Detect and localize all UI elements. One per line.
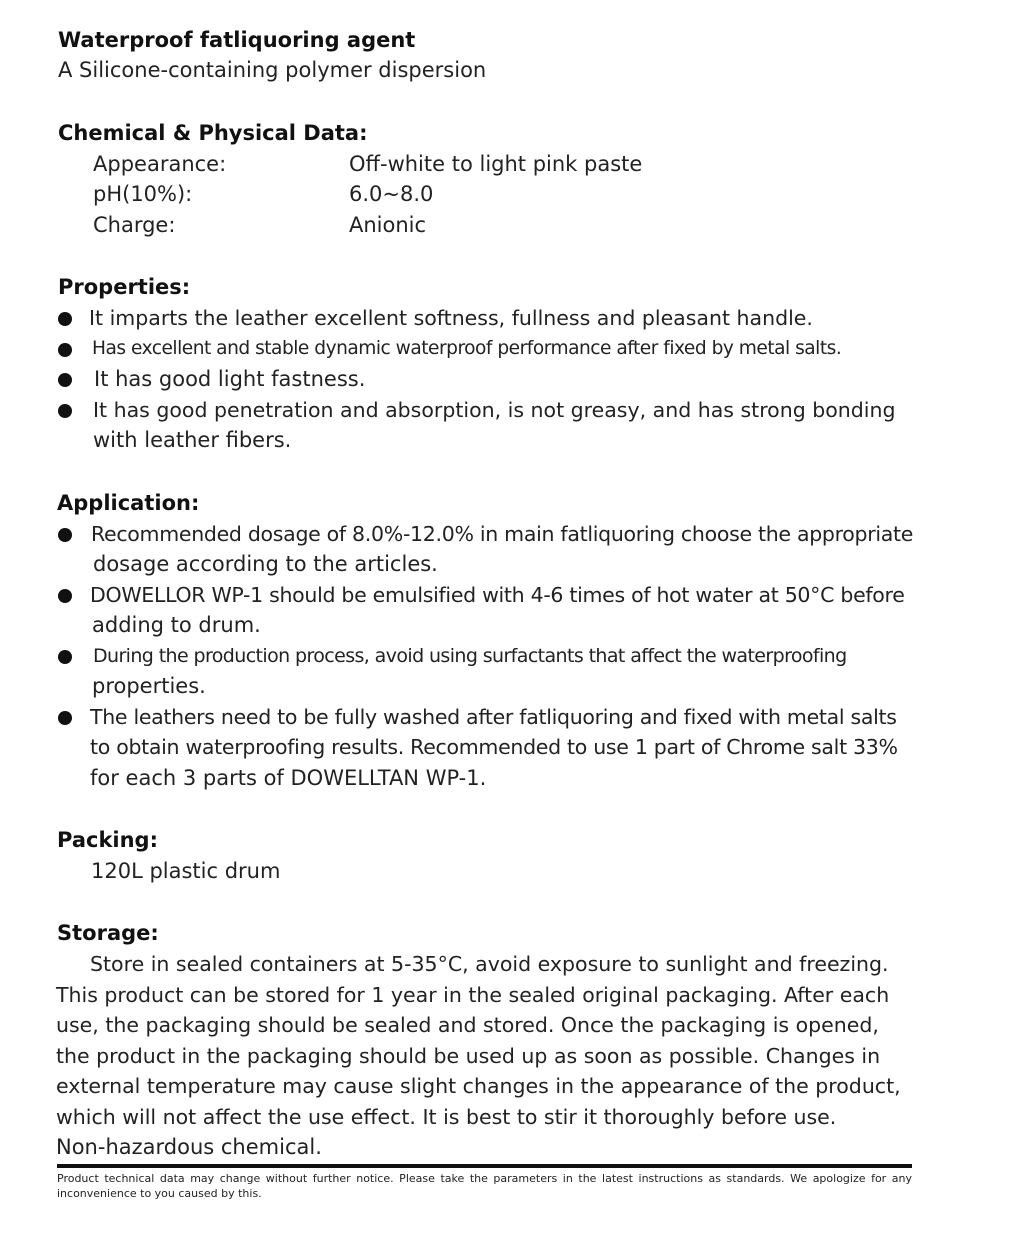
application-item-4-line-2: to obtain waterproofing results. Recommended to use 1 part of Chrome salt 33% <box>90 735 898 759</box>
application-item-3-line-1: During the production process, avoid using surfactants that affect the waterproofing <box>93 645 847 667</box>
application-heading: Application: <box>57 491 200 515</box>
properties-item-1: It imparts the leather excellent softness, fullness and pleasant handle. <box>89 306 813 330</box>
bullet-icon <box>58 404 72 418</box>
charge-value: Anionic <box>349 213 427 237</box>
bullet-icon <box>58 373 72 387</box>
bullet-icon <box>58 528 72 542</box>
storage-heading: Storage: <box>57 921 159 945</box>
document-subtitle: A Silicone-containing polymer dispersion <box>58 58 487 82</box>
appearance-value: Off-white to light pink paste <box>349 152 643 176</box>
ph-value: 6.0~8.0 <box>349 182 434 206</box>
application-item-4-line-1: The leathers need to be fully washed after fatliquoring and fixed with metal salts <box>90 705 897 729</box>
footer-disclaimer: Product technical data may change without further notice. Please take the parameters in the latest instructions as standards. We apologize for any inconvenience to you caused by this. <box>57 1172 912 1200</box>
storage-line-1: Store in sealed containers at 5-35°C, avoid exposure to sunlight and freezing. <box>90 952 889 976</box>
bullet-icon <box>58 343 72 357</box>
application-item-1-line-2: dosage according to the articles. <box>93 552 438 576</box>
bullet-icon <box>58 589 72 603</box>
charge-label: Charge: <box>93 213 176 237</box>
document-title: Waterproof fatliquoring agent <box>58 28 416 52</box>
properties-item-4-line-1: It has good penetration and absorption, is not greasy, and has strong bonding <box>93 398 896 422</box>
application-item-4-line-3: for each 3 parts of DOWELLTAN WP-1. <box>90 766 487 790</box>
properties-heading: Properties: <box>58 275 191 299</box>
properties-item-2: Has excellent and stable dynamic waterproof performance after fixed by metal salts. <box>92 338 842 359</box>
packing-heading: Packing: <box>57 828 158 852</box>
application-item-2-line-1: DOWELLOR WP-1 should be emulsified with 4-6 times of hot water at 50°C before <box>90 583 905 607</box>
properties-item-3: It has good light fastness. <box>94 367 366 391</box>
application-item-3-line-2: properties. <box>92 674 206 698</box>
bullet-icon <box>58 711 72 725</box>
bullet-icon <box>58 650 72 664</box>
application-item-1-line-1: Recommended dosage of 8.0%-12.0% in main fatliquoring choose the appropriate <box>91 522 914 546</box>
storage-line-2: This product can be stored for 1 year in the sealed original packaging. After each <box>56 983 890 1007</box>
storage-line-7: Non-hazardous chemical. <box>56 1135 322 1159</box>
storage-line-5: external temperature may cause slight changes in the appearance of the product, <box>56 1074 901 1098</box>
chemical-data-heading: Chemical & Physical Data: <box>58 121 368 145</box>
appearance-label: Appearance: <box>93 152 227 176</box>
ph-label: pH(10%): <box>93 182 193 206</box>
footer-divider <box>57 1164 912 1168</box>
packing-value: 120L plastic drum <box>91 859 281 883</box>
properties-item-4-line-2: with leather fibers. <box>93 428 292 452</box>
bullet-icon <box>58 312 72 326</box>
application-item-2-line-2: adding to drum. <box>92 613 261 637</box>
storage-line-3: use, the packaging should be sealed and stored. Once the packaging is opened, <box>56 1013 879 1037</box>
storage-line-4: the product in the packaging should be used up as soon as possible. Changes in <box>56 1044 881 1068</box>
storage-line-6: which will not affect the use effect. It is best to stir it thoroughly before use. <box>56 1105 837 1129</box>
